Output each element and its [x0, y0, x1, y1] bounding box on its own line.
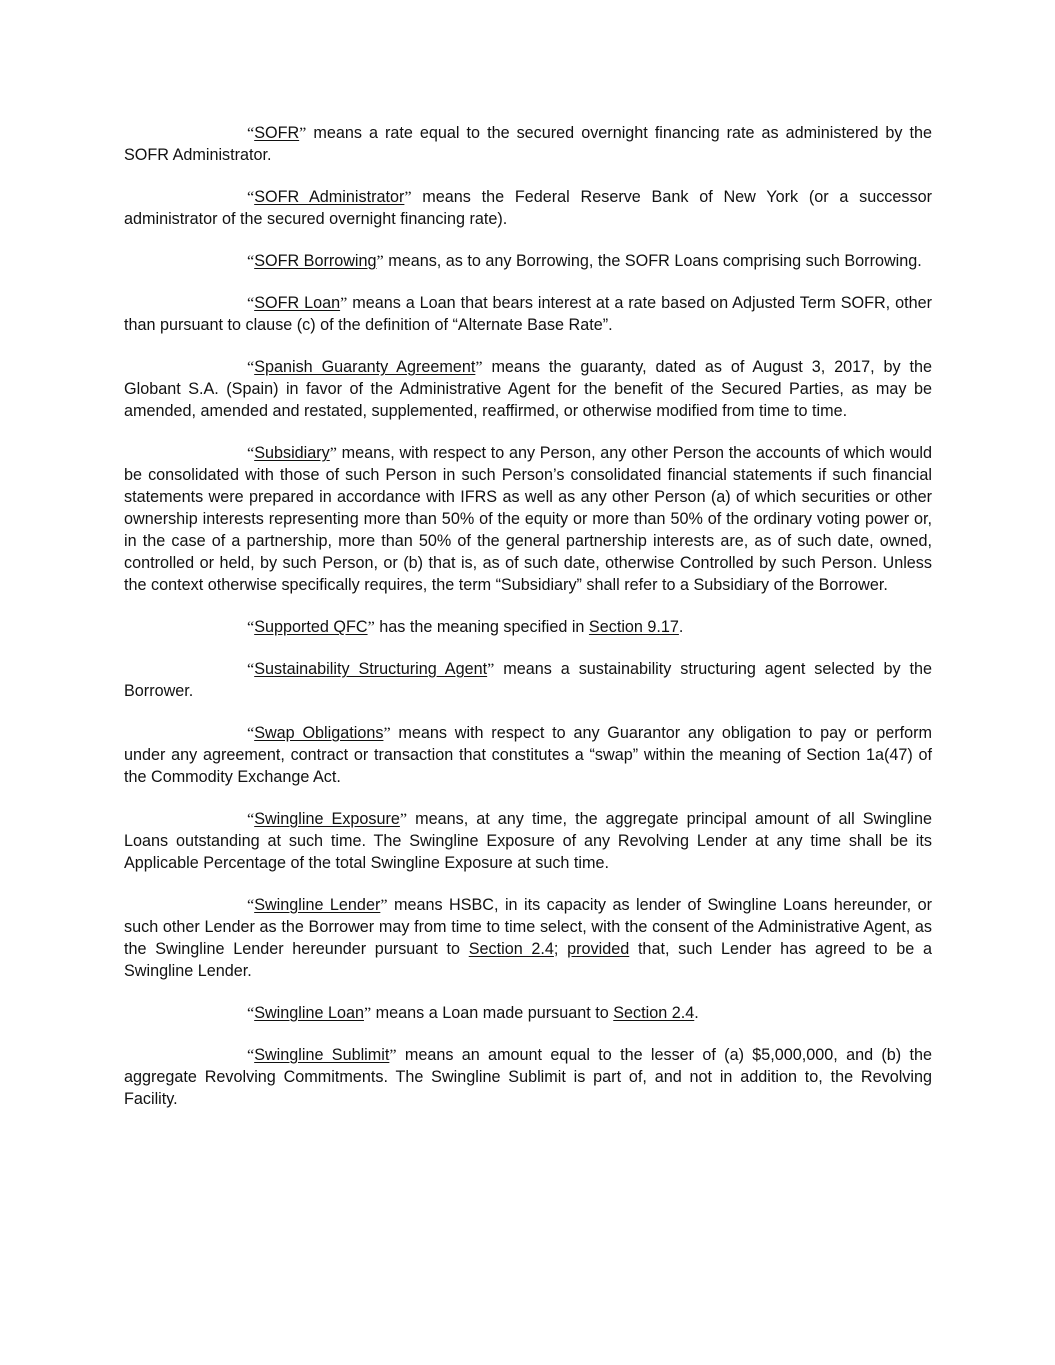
definition-text: means, with respect to any Person, any other Person the accounts of which would be consolidated with those of such Person in such Person’s consolidated financial statements if such financial statements were prepared in accordance with IFRS as well as any other Person (a) of which securities or other ownership interests representing more than 50% of the equity or more than 50% of the ordinary voting power or, in the case of a partnership, more than 50% of the general partnership interests are, as of such date, owned, controlled or held, by such Person, or (b) that is, as of such date, otherwise Controlled by such Person. Unless the context otherwise specifically requires, the term “Subsidiary” shall refer to a Subsidiary of the Borrower. [124, 444, 932, 594]
definition-supported-qfc: “Supported QFC” has the meaning specified in Section 9.17. [247, 618, 684, 636]
section-reference-link[interactable]: Section 9.17 [588, 618, 679, 636]
definition-swingline-sublimit: “Swingline Sublimit” means an amount equal to the lesser of (a) $5,000,000, and (b) the aggregate Revolving Commitments. The Swingline Sublimit is part of, and not in addition to, the Revolving Facility. [124, 1046, 932, 1108]
definition-text: has the meaning specified in [374, 618, 589, 636]
definition-text: means the guaranty, dated as of August 3, 2017, by the Globant S.A. (Spain) in favor of the Administrative Agent for the benefit of the Secured Parties, as may be amended, amended and restated, supplemented, reaffirmed, or otherwise modified from time to time. [124, 358, 932, 420]
definition-text: means a sustainability structuring agent selected by the Borrower. [124, 660, 933, 700]
section-reference-link[interactable]: Section 2.4 [613, 1004, 695, 1022]
definition-text: means, at any time, the aggregate principal amount of all Swingline Loans outstanding at such time. The Swingline Exposure of any Revolving Lender at any time shall be its Applicable Percentage of the total Swingline Exposure at such time. [124, 810, 932, 872]
defined-term: Swingline Loan [254, 1004, 364, 1022]
definition-text: means with respect to any Guarantor any obligation to pay or perform under any agreement, contract or transaction that constitutes a “swap” within the meaning of Section 1a(47) of the Commodity Exchange Act. [124, 724, 932, 786]
definition-subsidiary: “Subsidiary” means, with respect to any Person, any other Person the accounts of which would be consolidated with those of such Person in such Person’s consolidated financial statements if such financial statements were prepared in accordance with IFRS as well as any other Person (a) of which securities or other ownership interests representing more than 50% of the equity or more than 50% of the ordinary voting power or, in the case of a partnership, more than 50% of the general partnership interests are, as of such date, owned, controlled or held, by such Person, or (b) that is, as of such date, otherwise Controlled by such Person. Unless the context otherwise specifically requires, the term “Subsidiary” shall refer to a Subsidiary of the Borrower. [124, 444, 932, 594]
defined-term: SOFR Loan [254, 294, 341, 312]
definition-swap-obligations: “Swap Obligations” means with respect to any Guarantor any obligation to pay or perform under any agreement, contract or transaction that constitutes a “swap” within the meaning of Section 1a(47) of the Commodity Exchange Act. [124, 724, 932, 786]
definition-text: means an amount equal to the lesser of (a) $5,000,000, and (b) the aggregate Revolving Commitments. The Swingline Sublimit is part of, and not in addition to, the Revolving Facility. [124, 1046, 932, 1108]
definition-swingline-lender: “Swingline Lender” means HSBC, in its capacity as lender of Swingline Loans hereunder, or such other Lender as the Borrower may from time to time select, with the consent of the Administrative Agent, as the Swingline Lender hereunder pursuant to Section 2.4; provided that, such Lender has agreed to be a Swingline Lender. [124, 896, 932, 980]
defined-term: SOFR Administrator [254, 188, 405, 206]
definition-text: means a Loan that bears interest at a rate based on Adjusted Term SOFR, other than pursuant to clause (c) of the definition of “Alternate Base Rate”. [124, 294, 932, 334]
definition-text: means a rate equal to the secured overnight financing rate as administered by the SOFR Administrator. [124, 124, 932, 164]
defined-term: Spanish Guaranty Agreement [254, 358, 476, 376]
definition-swingline-exposure: “Swingline Exposure” means, at any time, the aggregate principal amount of all Swingline Loans outstanding at such time. The Swingline Exposure of any Revolving Lender at any time shall be its Applicable Percentage of the total Swingline Exposure at such time. [124, 810, 932, 872]
definition-text: means, as to any Borrowing, the SOFR Loans comprising such Borrowing. [383, 252, 922, 270]
defined-term: Supported QFC [254, 618, 368, 636]
definition-sofr-borrowing: “SOFR Borrowing” means, as to any Borrowing, the SOFR Loans comprising such Borrowing. [247, 252, 922, 270]
definition-sofr-loan: “SOFR Loan” means a Loan that bears interest at a rate based on Adjusted Term SOFR, other than pursuant to clause (c) of the definition of “Alternate Base Rate”. [124, 294, 932, 334]
definition-text: means a Loan made pursuant to [371, 1004, 614, 1022]
definition-sofr: “SOFR” means a rate equal to the secured overnight financing rate as administered by the SOFR Administrator. [124, 124, 932, 164]
section-reference-link[interactable]: Section 2.4 [468, 940, 554, 958]
defined-term: SOFR Borrowing [254, 252, 377, 270]
defined-term: SOFR [254, 124, 300, 142]
definition-text: means the Federal Reserve Bank of New York (or a successor administrator of the secured overnight financing rate). [124, 188, 932, 228]
provided-emphasis: provided [567, 940, 630, 958]
definition-spanish-guaranty-agreement: “Spanish Guaranty Agreement” means the guaranty, dated as of August 3, 2017, by the Globant S.A. (Spain) in favor of the Administrative Agent for the benefit of the Secured Parties, as may be amended, amended and restated, supplemented, reaffirmed, or otherwise modified from time to time. [124, 358, 932, 420]
defined-term: Sustainability Structuring Agent [254, 660, 488, 678]
definition-text: means HSBC, in its capacity as lender of Swingline Loans hereunder, or such other Lender as the Borrower may from time to time select, with the consent of the Administrative Agent, as the Swingline Lender hereunder pursuant to [124, 896, 932, 958]
definition-sofr-administrator: “SOFR Administrator” means the Federal Reserve Bank of New York (or a successor administrator of the secured overnight financing rate). [124, 188, 932, 228]
document-page [124, 122, 932, 1130]
defined-term: Swingline Exposure [254, 810, 400, 828]
defined-term: Subsidiary [254, 444, 330, 462]
definition-swingline-loan: “Swingline Loan” means a Loan made pursuant to Section 2.4. [247, 1004, 699, 1022]
defined-term: Swingline Sublimit [254, 1046, 390, 1064]
definition-sustainability-structuring-agent: “Sustainability Structuring Agent” means a sustainability structuring agent selected by the Borrower. [124, 660, 933, 700]
defined-term: Swingline Lender [254, 896, 381, 914]
defined-term: Swap Obligations [254, 724, 384, 742]
